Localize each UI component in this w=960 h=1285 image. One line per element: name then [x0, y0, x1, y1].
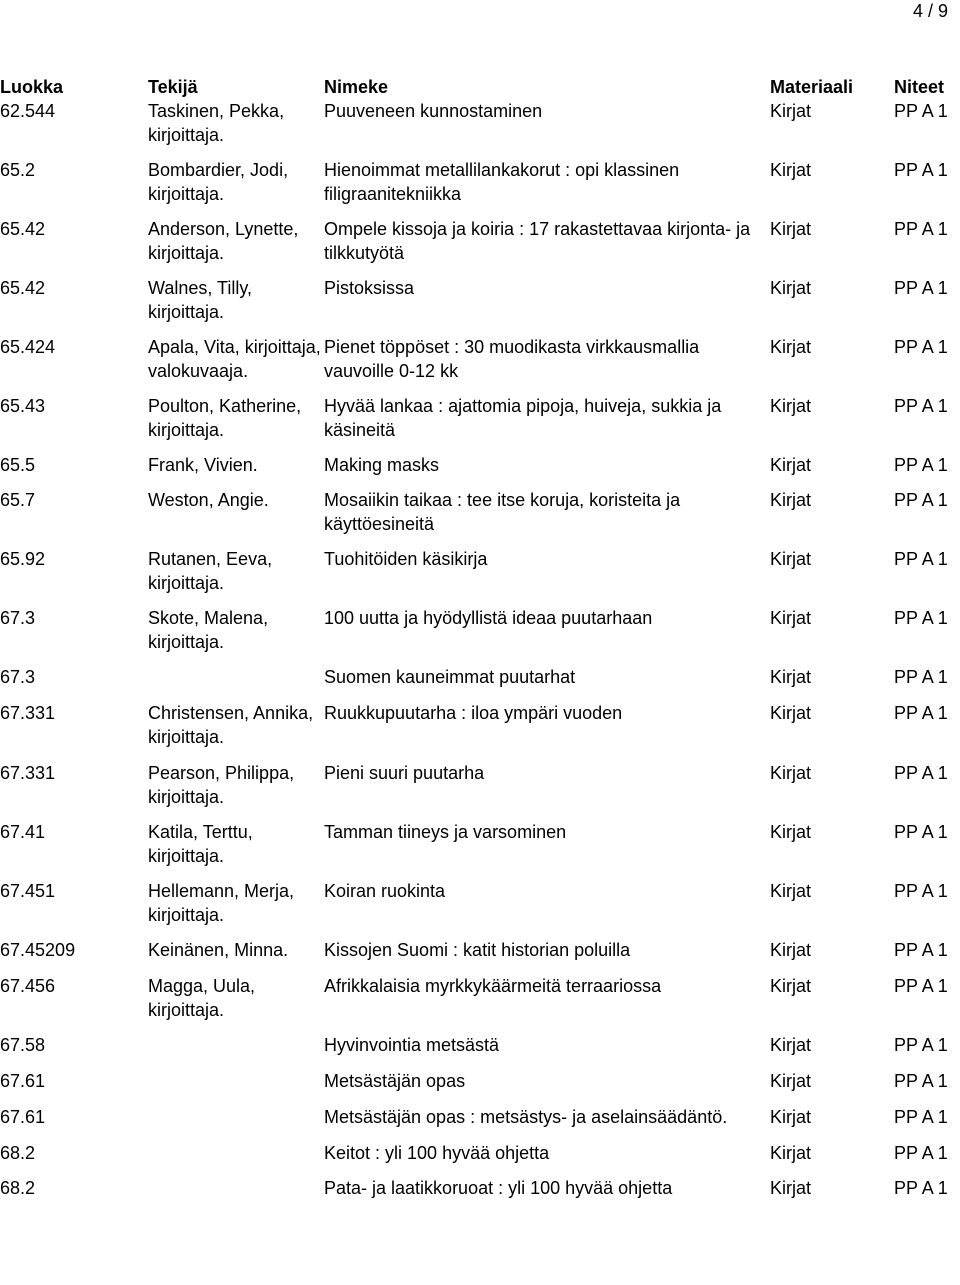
row-class: 65.43	[0, 396, 46, 416]
row-title: Metsästäjän opas : metsästys- ja aselainsäädäntö.	[324, 1107, 728, 1127]
row-notes: PP A 1	[894, 940, 948, 960]
row-author: Pearson, Philippa, kirjoittaja.	[148, 763, 295, 807]
catalog-table	[0, 75, 960, 1211]
row-notes: PP A 1	[894, 822, 948, 842]
page-number: 4 / 9	[912, 1, 948, 21]
row-title: Mosaiikin taikaa : tee itse koruja, koristeita ja käyttöesineitä	[324, 490, 681, 534]
row-title: Pistoksissa	[324, 278, 415, 298]
table-row	[0, 394, 960, 453]
row-material: Kirjat	[770, 1071, 812, 1091]
row-material: Kirjat	[770, 396, 812, 416]
table-row	[0, 1105, 960, 1141]
row-author: Keinänen, Minna.	[148, 940, 289, 960]
row-notes: PP A 1	[894, 337, 948, 357]
table-row	[0, 488, 960, 547]
row-material: Kirjat	[770, 1143, 812, 1163]
row-class: 67.331	[0, 763, 56, 783]
row-class: 67.331	[0, 703, 56, 723]
table-row	[0, 276, 960, 335]
row-author: Frank, Vivien.	[148, 455, 258, 475]
row-class: 65.42	[0, 219, 46, 239]
row-class: 68.2	[0, 1178, 36, 1198]
header-material: Materiaali	[770, 77, 854, 97]
table-row	[0, 217, 960, 276]
row-author: Rutanen, Eeva, kirjoittaja.	[148, 549, 273, 593]
row-author: Katila, Terttu, kirjoittaja.	[148, 822, 253, 866]
row-notes: PP A 1	[894, 703, 948, 723]
row-notes: PP A 1	[894, 1035, 948, 1055]
row-title: Tamman tiineys ja varsominen	[324, 822, 567, 842]
row-class: 62.544	[0, 101, 56, 121]
row-material: Kirjat	[770, 337, 812, 357]
row-title: Suomen kauneimmat puutarhat	[324, 667, 576, 687]
row-material: Kirjat	[770, 976, 812, 996]
table-row	[0, 606, 960, 665]
row-author	[148, 1105, 324, 1141]
table-body	[0, 99, 960, 1211]
row-notes: PP A 1	[894, 1071, 948, 1091]
row-class: 65.42	[0, 278, 46, 298]
table-row	[0, 761, 960, 820]
row-material: Kirjat	[770, 455, 812, 475]
row-title: Hyvinvointia metsästä	[324, 1035, 500, 1055]
table-row	[0, 938, 960, 974]
row-notes: PP A 1	[894, 160, 948, 180]
row-author: Weston, Angie.	[148, 490, 269, 510]
row-notes: PP A 1	[894, 1143, 948, 1163]
row-title: Hyvää lankaa : ajattomia pipoja, huiveja, sukkia ja käsineitä	[324, 396, 722, 440]
row-class: 65.7	[0, 490, 36, 510]
table-row	[0, 701, 960, 761]
row-author	[148, 1033, 324, 1069]
row-notes: PP A 1	[894, 396, 948, 416]
row-material: Kirjat	[770, 1035, 812, 1055]
row-class: 65.2	[0, 160, 36, 180]
row-author: Christensen, Annika, kirjoittaja.	[148, 703, 314, 747]
row-class: 67.61	[0, 1071, 46, 1091]
row-title: Tuohitöiden käsikirja	[324, 549, 488, 569]
row-material: Kirjat	[770, 822, 812, 842]
row-notes: PP A 1	[894, 278, 948, 298]
table-row	[0, 547, 960, 606]
row-title: Koiran ruokinta	[324, 881, 446, 901]
row-notes: PP A 1	[894, 219, 948, 239]
row-author: Magga, Uula, kirjoittaja.	[148, 976, 256, 1020]
row-author: Taskinen, Pekka, kirjoittaja.	[148, 101, 285, 145]
row-author: Bombardier, Jodi, kirjoittaja.	[148, 160, 289, 204]
row-notes: PP A 1	[894, 608, 948, 628]
table-row	[0, 453, 960, 488]
row-title: Ompele kissoja ja koiria : 17 rakastettavaa kirjonta- ja tilkkutyötä	[324, 219, 751, 263]
row-class: 67.45209	[0, 940, 76, 960]
row-material: Kirjat	[770, 608, 812, 628]
row-title: Hienoimmat metallilankakorut : opi klassinen filigraanitekniikka	[324, 160, 680, 204]
row-author	[148, 1176, 324, 1211]
row-notes: PP A 1	[894, 549, 948, 569]
row-notes: PP A 1	[894, 976, 948, 996]
row-title: Pienet töppöset : 30 muodikasta virkkausmallia vauvoille 0-12 kk	[324, 337, 700, 381]
row-notes: PP A 1	[894, 1178, 948, 1198]
row-material: Kirjat	[770, 703, 812, 723]
row-author: Hellemann, Merja, kirjoittaja.	[148, 881, 295, 925]
row-material: Kirjat	[770, 940, 812, 960]
table-row	[0, 158, 960, 217]
header-class: Luokka	[0, 77, 64, 97]
row-notes: PP A 1	[894, 763, 948, 783]
row-class: 68.2	[0, 1143, 36, 1163]
table-row	[0, 1141, 960, 1176]
row-material: Kirjat	[770, 490, 812, 510]
table-row	[0, 99, 960, 158]
row-author	[148, 1141, 324, 1176]
row-author	[148, 1069, 324, 1105]
table-row	[0, 820, 960, 879]
row-class: 67.456	[0, 976, 56, 996]
row-class: 65.5	[0, 455, 36, 475]
row-title: Pieni suuri puutarha	[324, 763, 485, 783]
row-title: Ruukkupuutarha : iloa ympäri vuoden	[324, 703, 623, 723]
row-material: Kirjat	[770, 763, 812, 783]
header-author: Tekijä	[148, 77, 198, 97]
table-row	[0, 879, 960, 938]
table-row	[0, 335, 960, 394]
row-material: Kirjat	[770, 881, 812, 901]
row-material: Kirjat	[770, 667, 812, 687]
row-class: 65.424	[0, 337, 56, 357]
header-row	[0, 75, 960, 99]
table-row	[0, 665, 960, 701]
row-notes: PP A 1	[894, 101, 948, 121]
row-class: 67.41	[0, 822, 46, 842]
row-author: Apala, Vita, kirjoittaja, valokuvaaja.	[148, 337, 321, 381]
row-author: Skote, Malena, kirjoittaja.	[148, 608, 269, 652]
row-class: 67.451	[0, 881, 56, 901]
row-material: Kirjat	[770, 219, 812, 239]
table-row	[0, 974, 960, 1033]
row-title: 100 uutta ja hyödyllistä ideaa puutarhaan	[324, 608, 653, 628]
table-row	[0, 1176, 960, 1211]
row-title: Puuveneen kunnostaminen	[324, 101, 543, 121]
row-material: Kirjat	[770, 101, 812, 121]
row-title: Pata- ja laatikkoruoat : yli 100 hyvää ohjetta	[324, 1178, 673, 1198]
row-material: Kirjat	[770, 160, 812, 180]
row-title: Metsästäjän opas	[324, 1071, 466, 1091]
row-author: Anderson, Lynette, kirjoittaja.	[148, 219, 299, 263]
table-row	[0, 1033, 960, 1069]
row-notes: PP A 1	[894, 490, 948, 510]
row-class: 67.3	[0, 608, 36, 628]
row-material: Kirjat	[770, 1178, 812, 1198]
row-material: Kirjat	[770, 549, 812, 569]
row-title: Making masks	[324, 455, 440, 475]
row-notes: PP A 1	[894, 881, 948, 901]
row-title: Keitot : yli 100 hyvää ohjetta	[324, 1143, 550, 1163]
row-author: Poulton, Katherine, kirjoittaja.	[148, 396, 302, 440]
row-material: Kirjat	[770, 1107, 812, 1127]
row-material: Kirjat	[770, 278, 812, 298]
header-title: Nimeke	[324, 77, 389, 97]
row-class: 65.92	[0, 549, 46, 569]
row-title: Afrikkalaisia myrkkykäärmeitä terraariossa	[324, 976, 662, 996]
row-class: 67.3	[0, 667, 36, 687]
row-class: 67.58	[0, 1035, 46, 1055]
row-notes: PP A 1	[894, 1107, 948, 1127]
row-class: 67.61	[0, 1107, 46, 1127]
header-notes: Niteet	[894, 77, 945, 97]
row-author	[148, 665, 324, 701]
row-author: Walnes, Tilly, kirjoittaja.	[148, 278, 253, 322]
table-row	[0, 1069, 960, 1105]
row-notes: PP A 1	[894, 455, 948, 475]
row-notes: PP A 1	[894, 667, 948, 687]
row-title: Kissojen Suomi : katit historian poluilla	[324, 940, 631, 960]
